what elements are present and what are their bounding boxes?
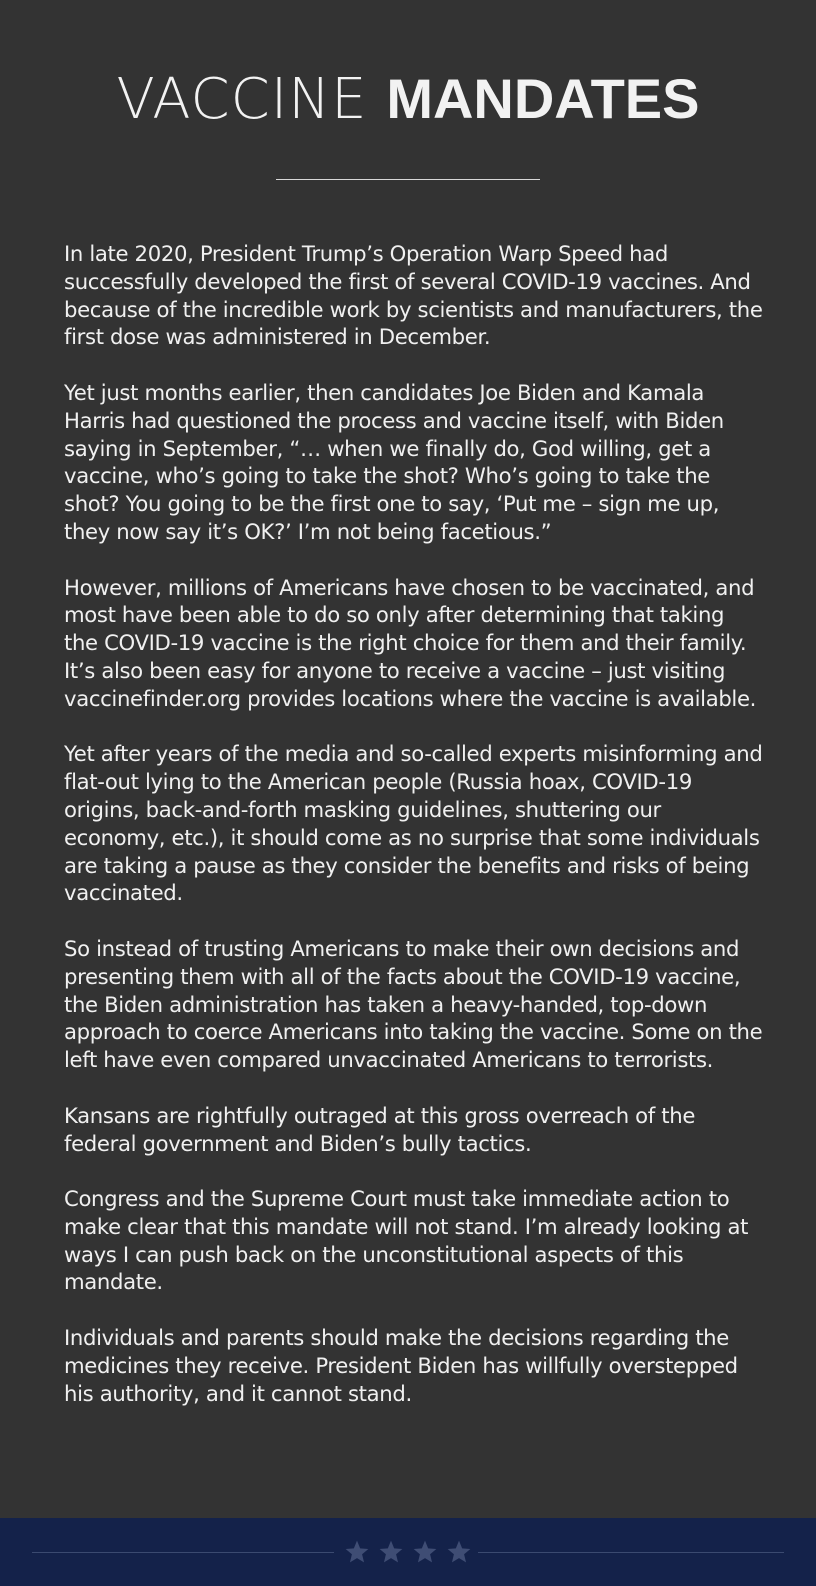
- footer-stars: [338, 1532, 478, 1572]
- star-icon: [446, 1539, 472, 1565]
- article-paragraph: Yet just months earlier, then candidates Joe Biden and Kamala Harris had questioned the process and vaccine itself, with Biden saying in September, “… when we finally do, God willing, get a vaccine, who’s going to take the shot? Who’s going to take the shot? You going to be the first one to say, ‘Put me – sign me up, they now say it’s OK?’ I’m not being facetious.”: [64, 379, 724, 544]
- footer-divider-left: [32, 1552, 334, 1553]
- article-body: [64, 240, 764, 1435]
- article-paragraph: So instead of trusting Americans to make their own decisions and presenting them with all of the facts about the COVID-19 vaccine, the Biden administration has taken a heavy-handed, top-down approach to coerce Americans into taking the vaccine. Some on the left have even compared unvaccinated Americans to terrorists.: [64, 935, 763, 1073]
- article-paragraph: Yet after years of the media and so-called experts misinforming and flat-out lying to the American people (Russia hoax, COVID-19 origins, back-and-forth masking guidelines, shuttering our economy, etc.), it should come as no surprise that some individuals are taking a pause as they consider the benefits and risks of being vaccinated.: [64, 741, 763, 906]
- star-icon: [412, 1539, 438, 1565]
- article-paragraph: In late 2020, President Trump’s Operation Warp Speed had successfully developed the first of several COVID-19 vaccines. And because of the incredible work by scientists and manufacturers, the first dose was administered in December.: [64, 241, 763, 350]
- footer-divider-right: [478, 1552, 784, 1553]
- article-paragraph: Kansans are rightfully outraged at this gross overreach of the federal government and Biden’s bully tactics.: [64, 1102, 696, 1156]
- page-title-light: VACCINE: [116, 67, 387, 132]
- title-divider: [276, 179, 540, 180]
- page-title-bold: MANDATES: [386, 67, 700, 130]
- footer-bar: [0, 1518, 816, 1586]
- star-icon: [378, 1539, 404, 1565]
- star-icon: [344, 1539, 370, 1565]
- page-title: [0, 66, 816, 133]
- article-paragraph: However, millions of Americans have chosen to be vaccinated, and most have been able to do so only after determining that taking the COVID-19 vaccine is the right choice for them and their family. It’s also been easy for anyone to receive a vaccine – just visiting vaccinefinder.org provides locations where the vaccine is available.: [64, 574, 757, 711]
- article-paragraph: Individuals and parents should make the decisions regarding the medicines they receive. President Biden has willfully overstepped his authority, and it cannot stand.: [64, 1325, 738, 1406]
- article-paragraph: Congress and the Supreme Court must take immediate action to make clear that this mandate will not stand. I’m already looking at ways I can push back on the unconstitutional aspects of this mandate.: [64, 1186, 749, 1295]
